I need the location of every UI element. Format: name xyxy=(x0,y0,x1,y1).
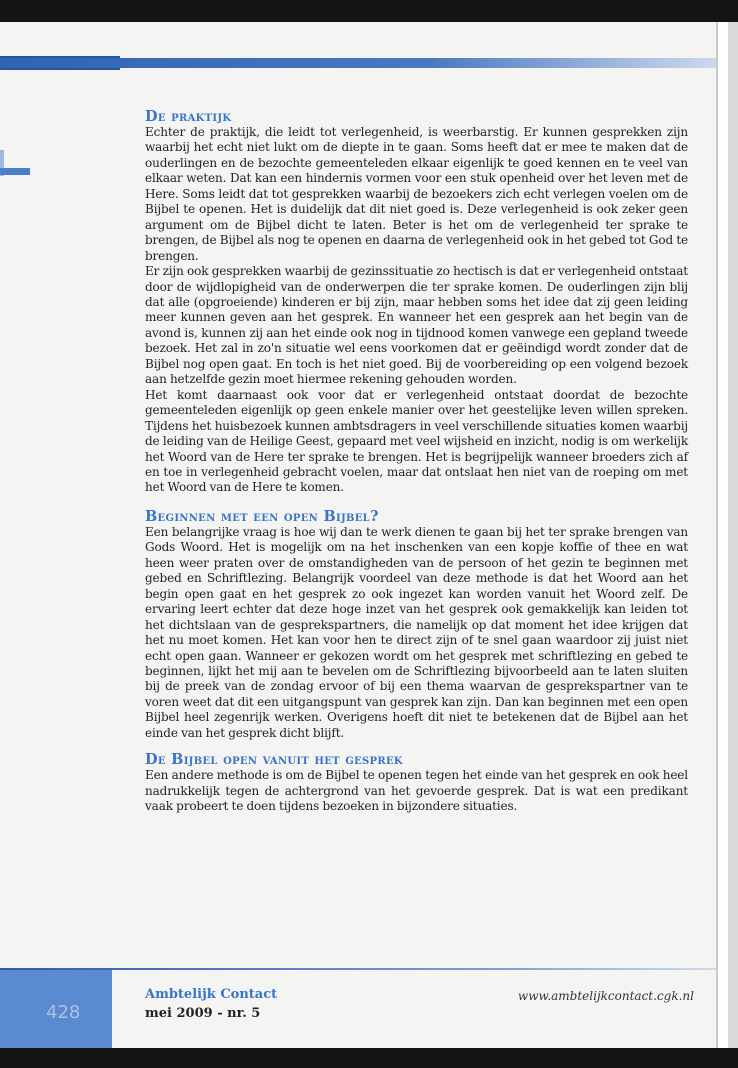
section-heading-open-bijbel: Beginnen met een open Bijbel? xyxy=(145,507,379,525)
paragraph: Een belangrijke vraag is hoe wij dan te werk dienen te gaan bij het ter sprake brengen van Gods Woord. Het is mogelijk om na het inschenken van een kopje koffie of thee en wat heen weer praten over de omstandigheden van de persoon of het gezin te beginnen met gebed en Schriftlezing. Belangrijk voordeel van deze methode is dat het Woord aan het begin open gaat en het gesprek zo ook ingezet kan worden vanuit het Woord zelf. De ervaring leert echter dat deze hoge inzet van het gesprek ook gemakkelijk kan leiden tot het dichtslaan van de gesprekspartners, die namelijk op dat moment het idee krijgen dat het nu moet komen. Het kan voor hen te direct zijn of te snel gaan waardoor zij juist niet echt open gaan. Wanneer er gekozen wordt om het gesprek met schriftlezing en gebed te beginnen, lijkt het mij aan te bevelen om de Schriftlezing bijvoorbeeld aan te laten sluiten bij de preek van de zondag ervoor of bij een thema waarvan de gesprekspartner van te voren weet dat dit een uitgangspunt van gesprek kan zijn. Dan kan beginnen met een open Bijbel heel zegenrijk werken. Overigens hoeft dit niet te betekenen dat de Bijbel aan het einde van het gesprek dicht blijft. xyxy=(145,524,688,740)
paragraph: Het komt daarnaast ook voor dat er verlegenheid ontstaat doordat de bezochte gemeenteleden eigenlijk op geen enkele manier over het geestelijke leven willen spreken. Tijdens het huisbezoek kunnen ambtsdragers in veel verschillende situaties komen waarbij de leiding van de Heilige Geest, gepaard met veel wijsheid en inzicht, nodig is om werkelijk het Woord van de Here ter sprake te brengen. Het is begrijpelijk wanneer broeders zich af en toe in verlegenheid gebracht voelen, maar dat ontslaat hen niet van de roeping om met het Woord van de Here te komen. xyxy=(145,387,688,495)
header-band xyxy=(0,58,716,68)
section-heading-praktijk: De praktijk xyxy=(145,108,232,125)
paragraph: Echter de praktijk, die leidt tot verlegenheid, is weerbarstig. Er kunnen gesprekken zijn waarbij het echt niet lukt om de diepte in te gaan. Soms heeft dat er mee te maken dat de ouderlingen en de bezochte gemeenteleden elkaar eigenlijk te goed kennen en te veel van elkaar weten. Dat kan een hindernis vormen voor een stuk openheid over het leven met de Here. Soms leidt dat tot gesprekken waarbij de bezoekers zich echt verlegen voelen om de Bijbel te openen. Het is duidelijk dat dit niet goed is. Deze verlegenheid is ook zeker geen argument om de Bijbel dicht te laten. Beter is het om de verlegenheid ter sprake te brengen, de Bijbel als nog te openen en daarna de verlegenheid ook in het gebed tot God te brengen. xyxy=(145,125,688,263)
scan-border-top xyxy=(0,0,738,22)
paragraph: Een andere methode is om de Bijbel te openen tegen het einde van het gesprek en ook heel nadrukkelijk tegen de achtergrond van het gevoerde gesprek. Dat is wat een predikant vaak probeert te doen tijdens bezoeken in bijzondere situaties. xyxy=(145,768,688,814)
scan-border-bottom xyxy=(0,1048,738,1068)
article-body xyxy=(145,108,688,815)
paragraph: Er zijn ook gesprekken waarbij de gezinssituatie zo hectisch is dat er verlegenheid ontstaat door de wijdlopigheid van de onderwerpen die ter sprake komen. De ouderlingen zijn blij dat alle (opgroeiende) kinderen er bij zijn, maar hebben soms het idee dat zij geen leiding meer kunnen geven aan het gesprek. En wanneer het een gesprek aan het begin van de avond is, kunnen zij aan het einde ook nog in tijdnood komen vanwege een gepland tweede bezoek. Het zal in zo'n situatie wel eens voorkomen dat er geëindigd wordt zonder dat de Bijbel nog open gaat. En toch is het niet goed. Bij de voorbereiding op een volgend bezoek aan hetzelfde gezin moet hiermee rekening gehouden worden. xyxy=(145,264,688,387)
binding-edge xyxy=(716,22,718,1048)
issue-label: mei 2009 - nr. 5 xyxy=(145,1006,261,1021)
margin-tab xyxy=(0,168,30,175)
section-heading-bijbel-vanuit-gesprek: De Bijbel open vanuit het gesprek xyxy=(145,751,403,769)
page-number: 428 xyxy=(46,1002,81,1023)
magazine-title: Ambtelijk Contact xyxy=(145,987,278,1002)
scan-border-right xyxy=(728,22,738,1048)
website-url: www.ambtelijkcontact.cgk.nl xyxy=(517,989,694,1003)
